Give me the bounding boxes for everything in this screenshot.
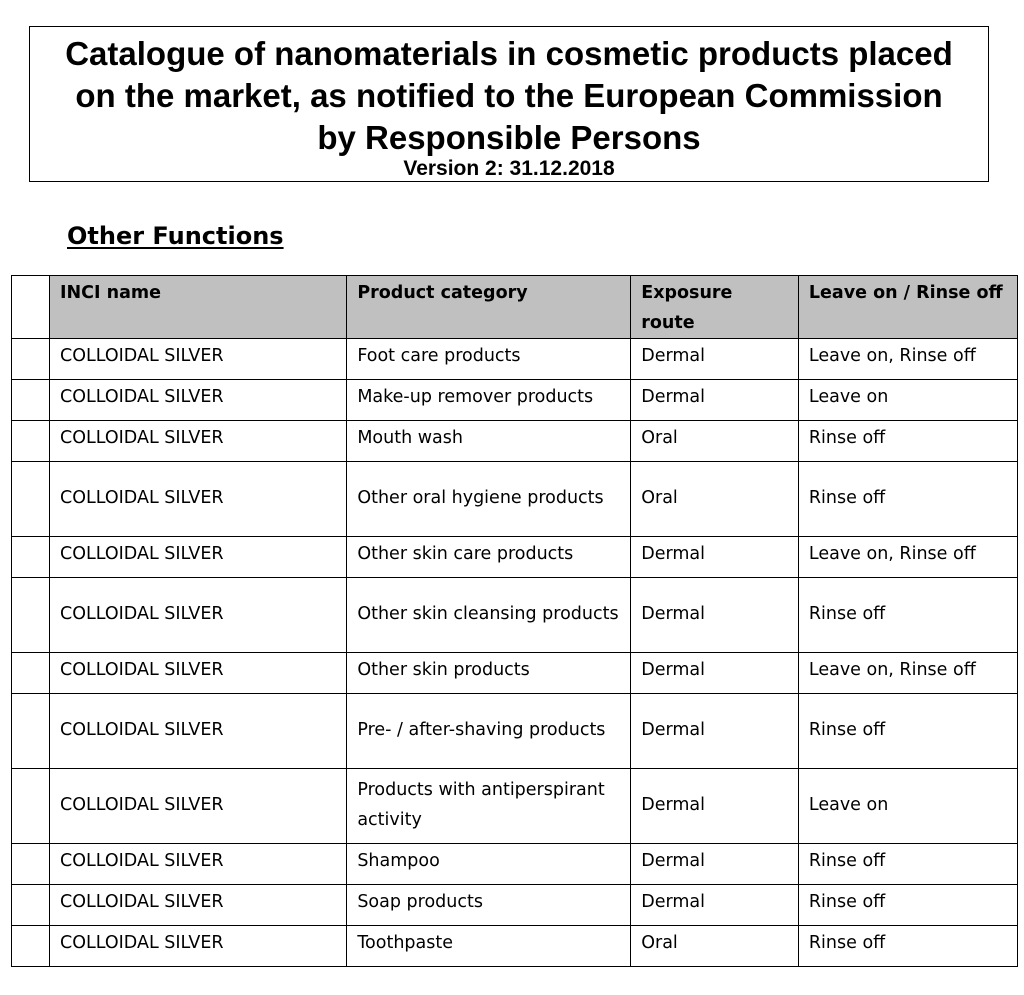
row-blank-cell (12, 694, 50, 769)
row-blank-cell (12, 769, 50, 844)
cell-product-category: Other skin care products (347, 537, 631, 578)
cell-product-category: Shampoo (347, 844, 631, 885)
cell-exposure-route: Dermal (631, 537, 799, 578)
header-leave-on-rinse-off: Leave on / Rinse off (798, 276, 1017, 339)
cell-product-category: Other oral hygiene products (347, 462, 631, 537)
section-heading: Other Functions (67, 222, 284, 250)
table-row (12, 462, 1018, 537)
row-blank-cell (12, 537, 50, 578)
row-blank-cell (12, 926, 50, 967)
cell-inci-name: COLLOIDAL SILVER (50, 380, 347, 421)
row-blank-cell (12, 653, 50, 694)
cell-leave-on-rinse-off: Rinse off (798, 926, 1017, 967)
table-row (12, 694, 1018, 769)
row-blank-cell (12, 885, 50, 926)
cell-exposure-route: Oral (631, 462, 799, 537)
cell-inci-name: COLLOIDAL SILVER (50, 694, 347, 769)
row-blank-cell (12, 380, 50, 421)
row-blank-cell (12, 844, 50, 885)
cell-product-category: Make-up remover products (347, 380, 631, 421)
cell-leave-on-rinse-off: Rinse off (798, 885, 1017, 926)
table-row (12, 380, 1018, 421)
table-row (12, 844, 1018, 885)
cell-inci-name: COLLOIDAL SILVER (50, 885, 347, 926)
cell-exposure-route: Dermal (631, 885, 799, 926)
cell-exposure-route: Oral (631, 421, 799, 462)
cell-product-category: Soap products (347, 885, 631, 926)
cell-leave-on-rinse-off: Rinse off (798, 694, 1017, 769)
cell-product-category: Pre- / after-shaving products (347, 694, 631, 769)
cell-exposure-route: Dermal (631, 844, 799, 885)
cell-inci-name: COLLOIDAL SILVER (50, 339, 347, 380)
document-version: Version 2: 31.12.2018 (403, 157, 615, 180)
cell-leave-on-rinse-off: Leave on, Rinse off (798, 653, 1017, 694)
table-row (12, 537, 1018, 578)
table-header-row (12, 276, 1018, 339)
nanomaterials-table (11, 275, 1018, 967)
cell-inci-name: COLLOIDAL SILVER (50, 578, 347, 653)
row-blank-cell (12, 462, 50, 537)
cell-inci-name: COLLOIDAL SILVER (50, 926, 347, 967)
document-title: Catalogue of nanomaterials in cosmetic products placed on the market, as notified to the European Commission by Responsible Persons (65, 35, 953, 156)
table-row (12, 885, 1018, 926)
row-blank-cell (12, 421, 50, 462)
header-product-category: Product category (347, 276, 631, 339)
header-blank-cell (12, 276, 50, 339)
cell-exposure-route: Oral (631, 926, 799, 967)
cell-product-category: Other skin cleansing products (347, 578, 631, 653)
cell-product-category: Other skin products (347, 653, 631, 694)
title-box (29, 26, 989, 182)
cell-leave-on-rinse-off: Rinse off (798, 844, 1017, 885)
table-row (12, 578, 1018, 653)
row-blank-cell (12, 339, 50, 380)
cell-leave-on-rinse-off: Leave on (798, 769, 1017, 844)
cell-leave-on-rinse-off: Leave on, Rinse off (798, 537, 1017, 578)
table-row (12, 769, 1018, 844)
cell-leave-on-rinse-off: Rinse off (798, 462, 1017, 537)
cell-exposure-route: Dermal (631, 769, 799, 844)
cell-inci-name: COLLOIDAL SILVER (50, 769, 347, 844)
table-row (12, 926, 1018, 967)
table-row (12, 421, 1018, 462)
table-row (12, 653, 1018, 694)
cell-inci-name: COLLOIDAL SILVER (50, 537, 347, 578)
cell-leave-on-rinse-off: Rinse off (798, 578, 1017, 653)
table-body (12, 339, 1018, 967)
cell-exposure-route: Dermal (631, 380, 799, 421)
cell-inci-name: COLLOIDAL SILVER (50, 653, 347, 694)
header-inci-name: INCI name (50, 276, 347, 339)
cell-exposure-route: Dermal (631, 578, 799, 653)
cell-product-category: Foot care products (347, 339, 631, 380)
cell-exposure-route: Dermal (631, 339, 799, 380)
table-row (12, 339, 1018, 380)
cell-exposure-route: Dermal (631, 694, 799, 769)
cell-exposure-route: Dermal (631, 653, 799, 694)
cell-inci-name: COLLOIDAL SILVER (50, 421, 347, 462)
header-exposure-route: Exposure route (631, 276, 799, 339)
cell-inci-name: COLLOIDAL SILVER (50, 462, 347, 537)
cell-product-category: Toothpaste (347, 926, 631, 967)
cell-product-category: Mouth wash (347, 421, 631, 462)
cell-inci-name: COLLOIDAL SILVER (50, 844, 347, 885)
row-blank-cell (12, 578, 50, 653)
cell-leave-on-rinse-off: Leave on (798, 380, 1017, 421)
cell-product-category: Products with antiperspirant activity (347, 769, 631, 844)
cell-leave-on-rinse-off: Rinse off (798, 421, 1017, 462)
cell-leave-on-rinse-off: Leave on, Rinse off (798, 339, 1017, 380)
